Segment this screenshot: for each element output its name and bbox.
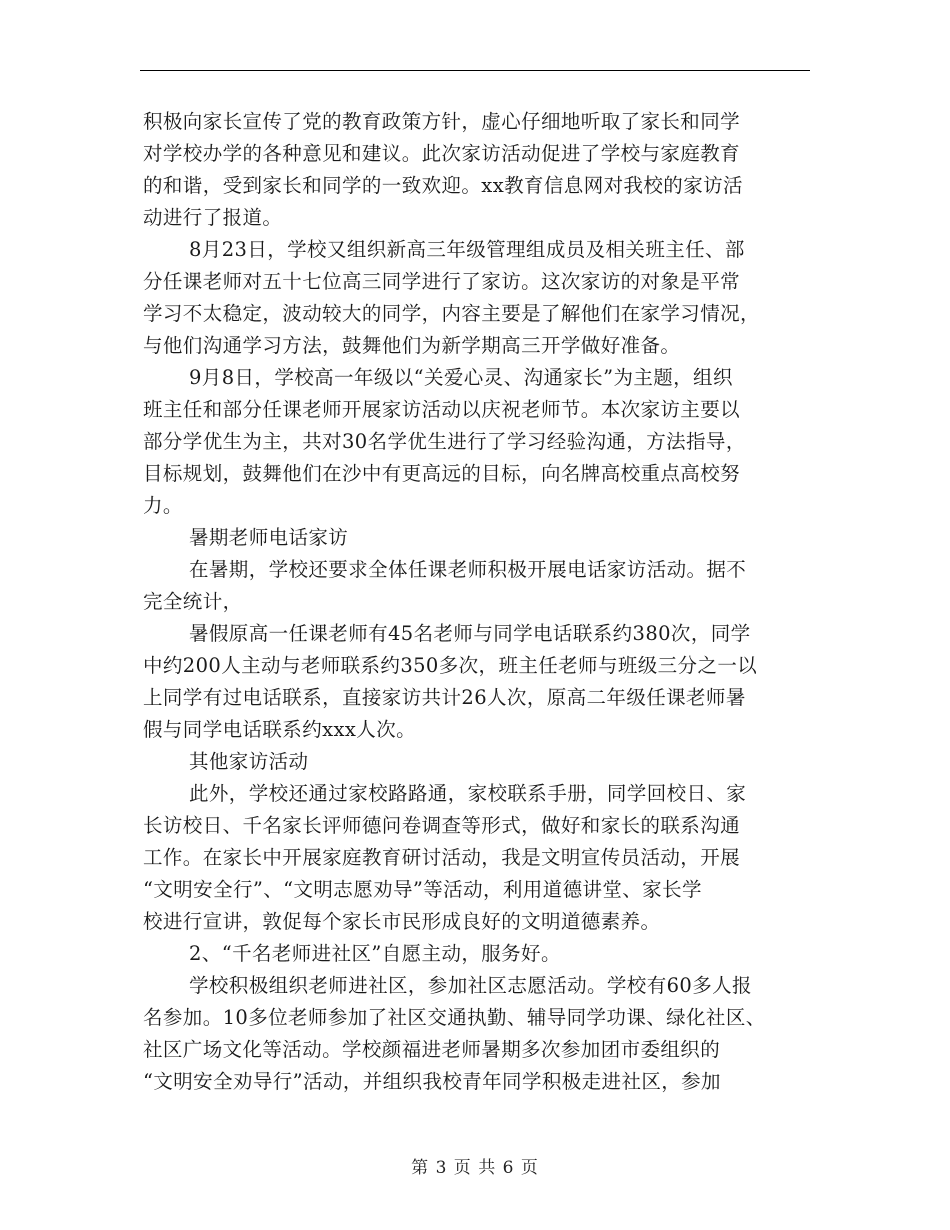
text-line: 对学校办学的各种意见和建议。此次家访活动促进了学校与家庭教育 [143,142,741,165]
text-line: 8月23日，学校又组织新高三年级管理组成员及相关班主任、部 [189,238,745,261]
text-line: 班主任和部分任课老师开展家访活动以庆祝老师节。本次家访主要以 [143,398,741,421]
text-line: 分任课老师对五十七位高三同学进行了家访。这次家访的对象是平常 [143,270,741,293]
text-line: 完全统计， [143,590,243,613]
text-line: 部分学优生为主，共对30名学优生进行了学习经验沟通，方法指导， [143,430,746,453]
text-line: 学习不太稳定，波动较大的同学，内容主要是了解他们在家学习情况， [143,302,760,325]
text-line: 暑期老师电话家访 [189,526,349,549]
text-line: 校进行宣讲，敦促每个家长市民形成良好的文明道德素养。 [143,910,661,933]
text-line: 长访校日、千名家长评师德问卷调查等形式，做好和家长的联系沟通 [143,814,741,837]
text-line: 此外，学校还通过家校路路通，家校联系手册，同学回校日、家 [189,782,747,805]
text-line: 2、“千名老师进社区”自愿主动，服务好。 [189,942,561,965]
text-line: 学校积极组织老师进社区，参加社区志愿活动。学校有60多人报 [189,974,752,997]
text-line: 与他们沟通学习方法，鼓舞他们为新学期高三开学做好准备。 [143,334,681,357]
page-footer: 第 3 页 共 6 页 [411,1158,539,1178]
text-line: 名参加。10多位老师参加了社区交通执勤、辅导同学功课、绿化社区、 [143,1006,766,1029]
text-line: “文明安全劝导行”活动，并组织我校青年同学积极走进社区，参加 [143,1070,721,1093]
text-line: 动进行了报道。 [143,206,283,229]
text-line: 社区广场文化等活动。学校颜福进老师暑期多次参加团市委组织的 [143,1038,721,1061]
text-line: 9月8日，学校高一年级以“关爱心灵、沟通家长”为主题，组织 [189,366,733,389]
text-line: 上同学有过电话联系，直接家访共计26人次，原高二年级任课老师暑 [143,686,746,709]
header-rule [140,70,810,71]
text-line: 工作。在家长中开展家庭教育研讨活动，我是文明宣传员活动，开展 [143,846,741,869]
text-line: 积极向家长宣传了党的教育政策方针，虚心仔细地听取了家长和同学 [143,110,741,133]
text-line: 假与同学电话联系约xxx人次。 [143,718,416,741]
document-body [143,106,813,1098]
text-line: 其他家访活动 [189,750,309,773]
text-line: 暑假原高一任课老师有45名老师与同学电话联系约380次，同学 [189,622,751,645]
text-line: “文明安全行”、“文明志愿劝导”等活动，利用道德讲堂、家长学 [143,878,702,901]
text-line: 中约200人主动与老师联系约350多次，班主任老师与班级三分之一以 [143,654,758,677]
text-line: 力。 [143,494,183,517]
text-line: 在暑期，学校还要求全体任课老师积极开展电话家访活动。据不 [189,558,747,581]
text-line: 目标规划，鼓舞他们在沙中有更高远的目标，向名牌高校重点高校努 [143,462,741,485]
text-line: 的和谐，受到家长和同学的一致欢迎。xx教育信息网对我校的家访活 [143,174,743,197]
